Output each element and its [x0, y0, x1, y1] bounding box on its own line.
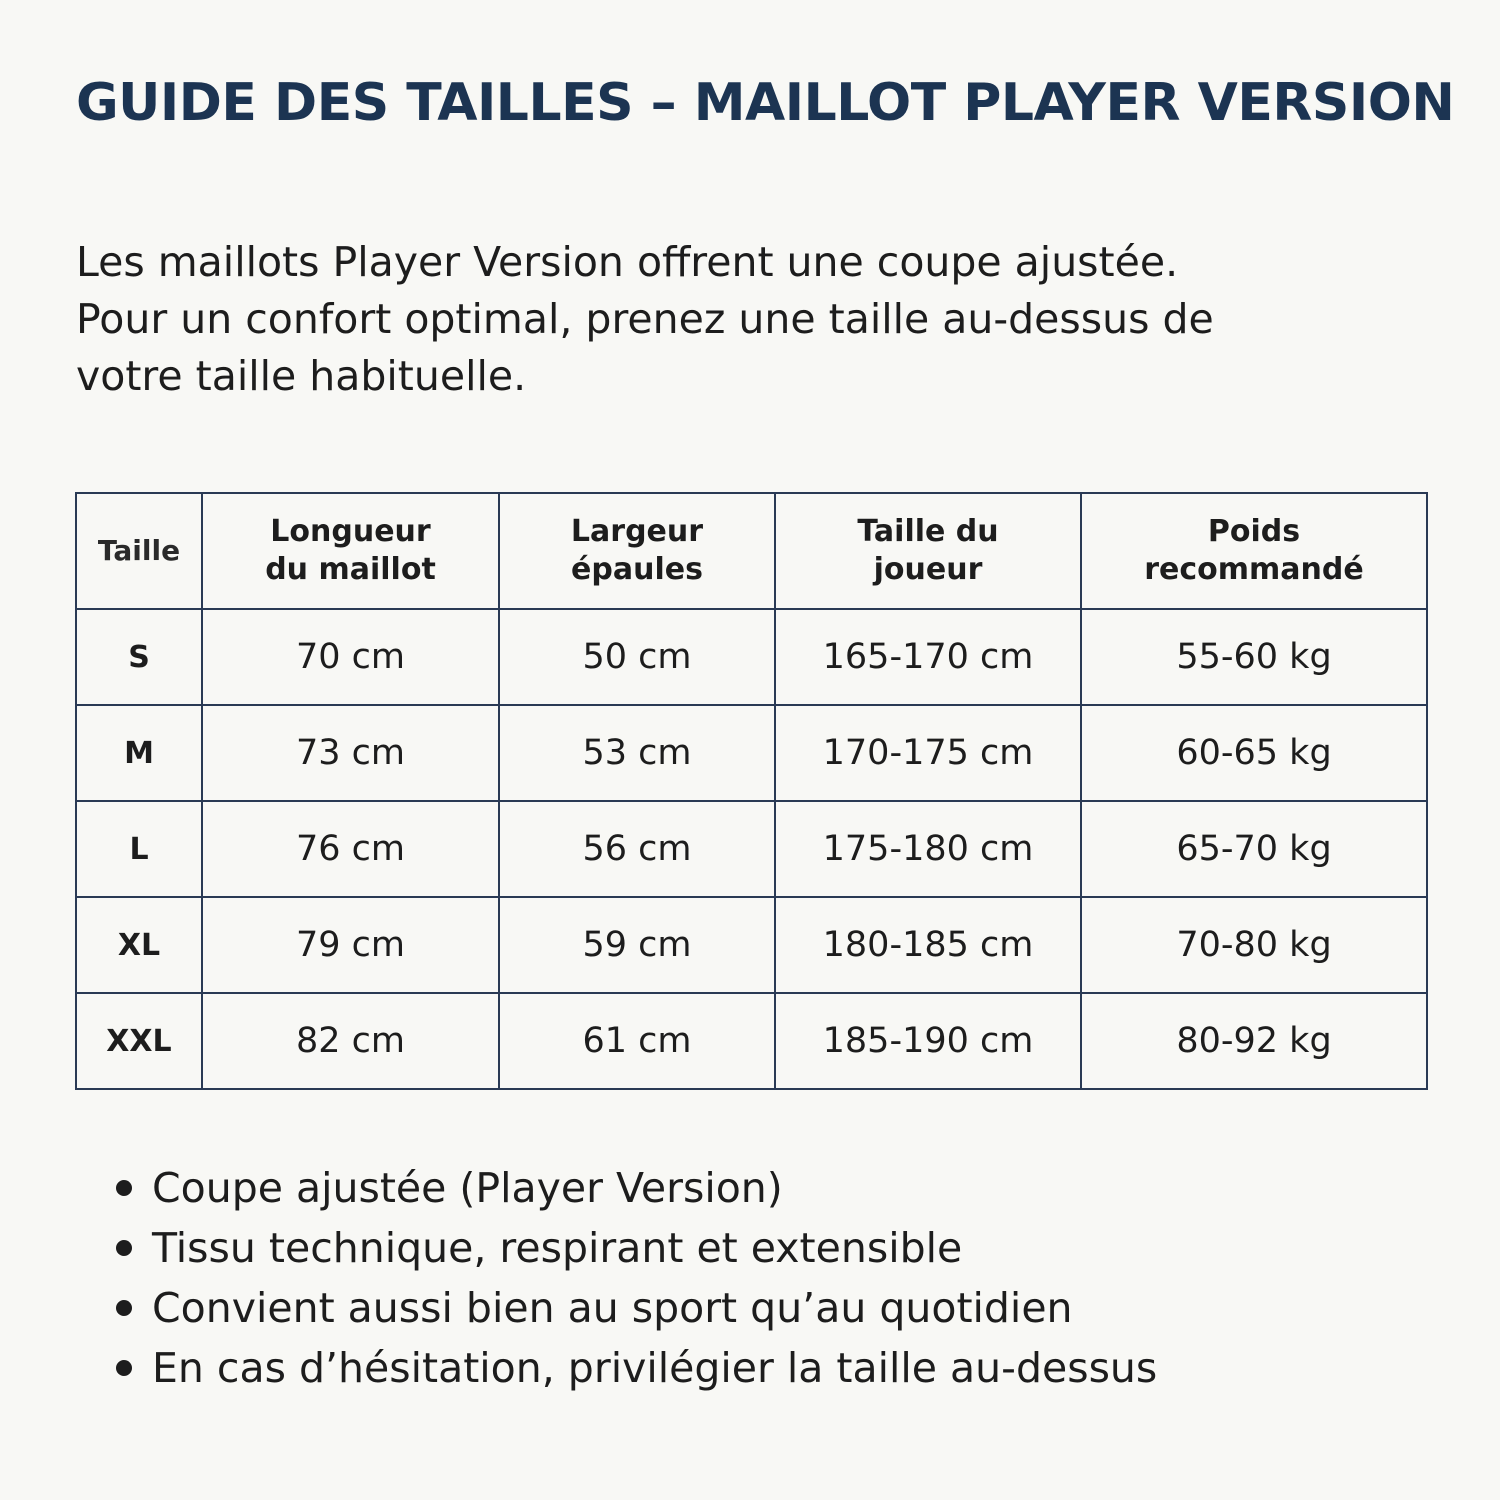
bullet-icon [116, 1180, 132, 1196]
shoulders-cell: 53 cm [499, 705, 775, 801]
intro-line: votre taille habituelle. [76, 352, 527, 400]
list-item: Convient aussi bien au sport qu’au quotidien [112, 1278, 1157, 1338]
list-item: Coupe ajustée (Player Version) [112, 1158, 1157, 1218]
table-row [76, 705, 1427, 801]
height-cell: 185-190 cm [775, 993, 1081, 1089]
size-cell: XL [76, 897, 202, 993]
bullet-icon [116, 1360, 132, 1376]
shoulders-cell: 59 cm [499, 897, 775, 993]
table-row [76, 609, 1427, 705]
size-cell: XXL [76, 993, 202, 1089]
height-cell: 170-175 cm [775, 705, 1081, 801]
shoulders-cell: 61 cm [499, 993, 775, 1089]
size-cell: M [76, 705, 202, 801]
list-item: En cas d’hésitation, privilégier la taille au-dessus [112, 1338, 1157, 1398]
size-cell: L [76, 801, 202, 897]
page-title: GUIDE DES TAILLES – MAILLOT PLAYER VERSION [76, 73, 1455, 133]
table-row [76, 993, 1427, 1089]
height-cell: 175-180 cm [775, 801, 1081, 897]
length-cell: 73 cm [202, 705, 499, 801]
height-cell: 165-170 cm [775, 609, 1081, 705]
weight-cell: 80-92 kg [1081, 993, 1427, 1089]
features-list [112, 1158, 1157, 1398]
intro-line: Les maillots Player Version offrent une coupe ajustée. [76, 238, 1179, 286]
shoulders-cell: 50 cm [499, 609, 775, 705]
intro-paragraph [76, 234, 1436, 405]
weight-cell: 60-65 kg [1081, 705, 1427, 801]
table-row [76, 897, 1427, 993]
header-weight: Poids recommandé [1081, 493, 1427, 609]
header-shoulders: Largeur épaules [499, 493, 775, 609]
bullet-icon [116, 1240, 132, 1256]
height-cell: 180-185 cm [775, 897, 1081, 993]
header-length: Longueur du maillot [202, 493, 499, 609]
list-item: Tissu technique, respirant et extensible [112, 1218, 1157, 1278]
length-cell: 70 cm [202, 609, 499, 705]
size-chart-table [75, 492, 1428, 1090]
weight-cell: 65-70 kg [1081, 801, 1427, 897]
length-cell: 76 cm [202, 801, 499, 897]
weight-cell: 55-60 kg [1081, 609, 1427, 705]
size-cell: S [76, 609, 202, 705]
table-row [76, 801, 1427, 897]
header-player-height: Taille du joueur [775, 493, 1081, 609]
table-header-row [76, 493, 1427, 609]
length-cell: 82 cm [202, 993, 499, 1089]
header-size: Taille [76, 493, 202, 609]
length-cell: 79 cm [202, 897, 499, 993]
bullet-icon [116, 1300, 132, 1316]
weight-cell: 70-80 kg [1081, 897, 1427, 993]
shoulders-cell: 56 cm [499, 801, 775, 897]
intro-line: Pour un confort optimal, prenez une taille au-dessus de [76, 295, 1214, 343]
